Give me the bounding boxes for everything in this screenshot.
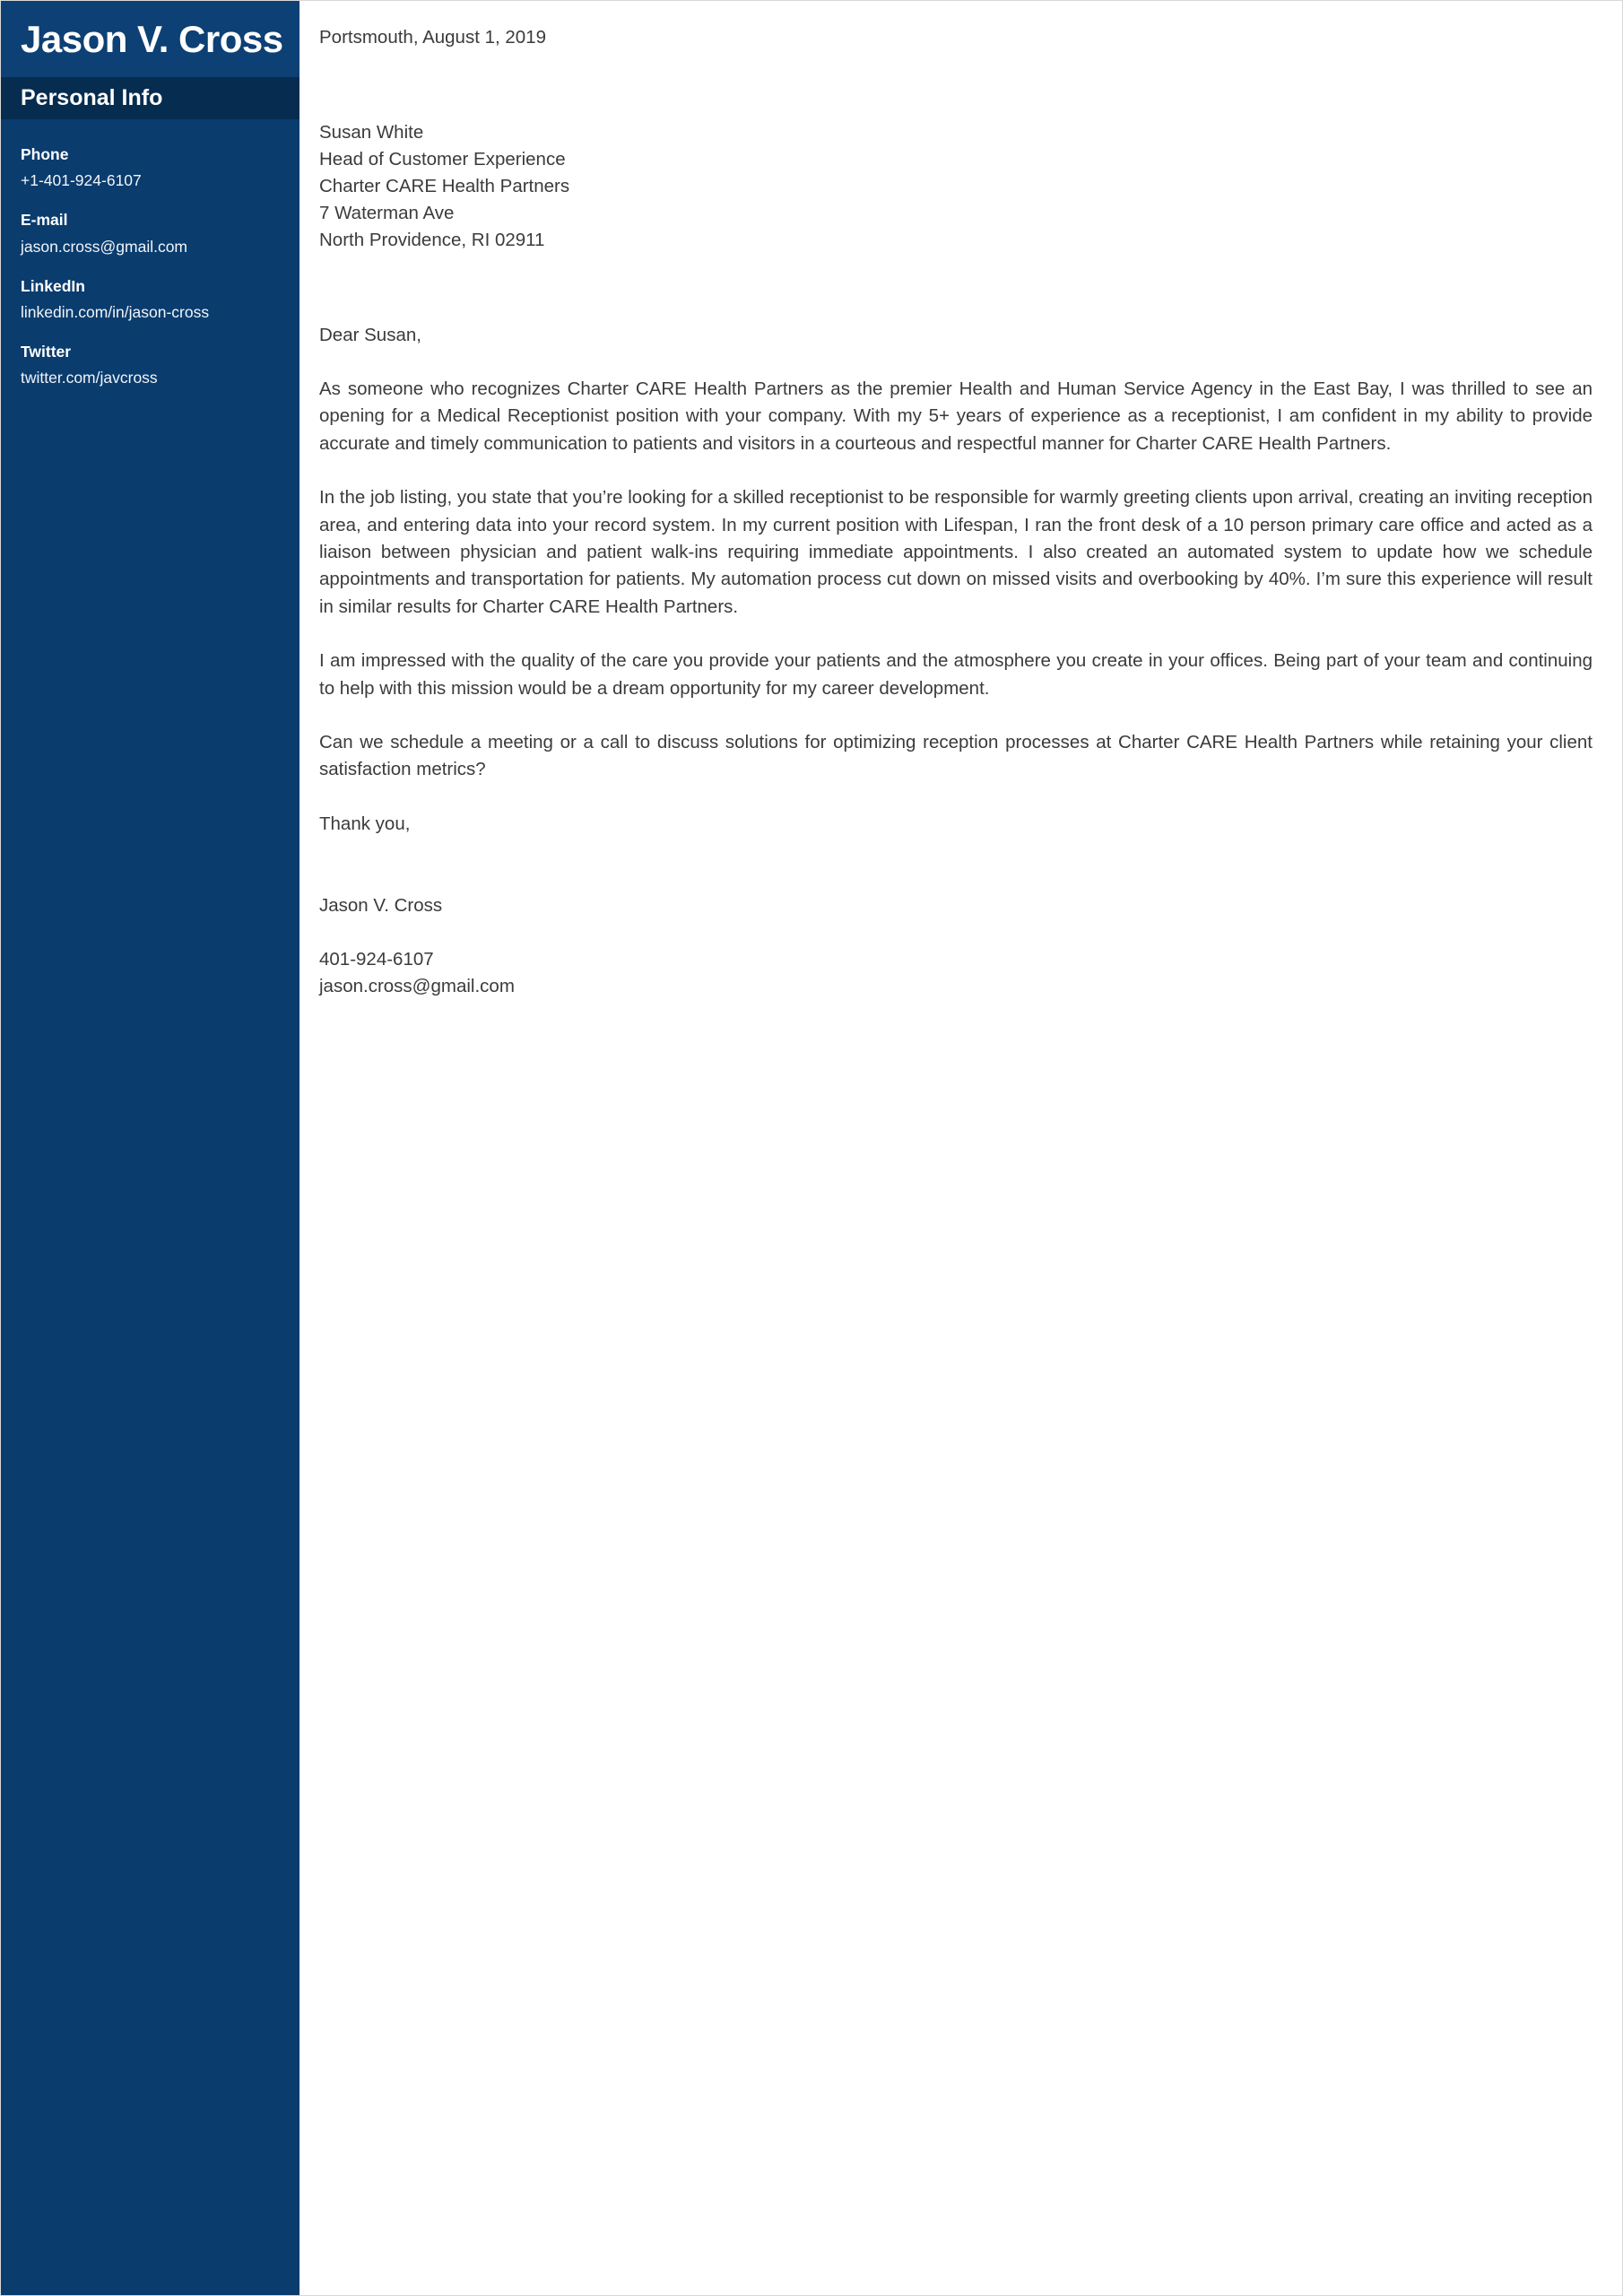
body-paragraph-4: Can we schedule a meeting or a call to discuss solutions for optimizing reception processes at Charter CARE Health Partners while retaining your client satisfaction metrics? <box>319 732 1593 780</box>
contact-list <box>1 119 299 390</box>
contact-label-twitter: Twitter <box>21 343 72 361</box>
recipient-name: Susan White <box>319 122 424 143</box>
contact-item-email <box>21 208 280 257</box>
signature-name: Jason V. Cross <box>319 894 443 916</box>
body-paragraph-1: As someone who recognizes Charter CARE Health Partners as the premier Health and Human Service Agency in the East Bay, I was thrilled to see an opening for a Medical Receptionist position with your company. With my 5+ years of experience as a receptionist, I am confident in my ability to provide accurate and timely communication to patients and visitors in a courteous and respectful manner for Charter CARE Health Partners. <box>319 378 1593 454</box>
letter-date: Portsmouth, August 1, 2019 <box>319 27 546 48</box>
contact-label-linkedin: LinkedIn <box>21 276 85 295</box>
letter-body <box>299 1 1623 2295</box>
sidebar <box>1 1 299 2295</box>
body-paragraph-3: I am impressed with the quality of the care you provide your patients and the atmosphere you create in your offices. Being part of your team and continuing to help with this mission would be a dream opportunity for my career development. <box>319 650 1593 699</box>
contact-label-email: E-mail <box>21 211 68 230</box>
recipient-title: Head of Customer Experience <box>319 149 566 170</box>
contact-value-phone[interactable]: +1-401-924-6107 <box>21 171 142 190</box>
applicant-name: Jason V. Cross <box>21 17 283 60</box>
recipient-address-block <box>319 119 1593 254</box>
contact-item-twitter <box>21 340 280 389</box>
body-paragraph-2: In the job listing, you state that you’re looking for a skilled receptionist to be responsible for warmly greeting clients upon arrival, creating an inviting reception area, and entering data into your record system. In my current position with Lifespan, I ran the front desk of a 10 person primary care office and acted as a liaison between physician and patient walk-ins requiring immediate appointments. I also created an automated system to update how we schedule appointments and transportation for patients. My automation process cut down on missed visits and overbooking by 40%. I’m sure this experience will result in similar results for Charter CARE Health Partners. <box>319 487 1593 617</box>
sidebar-name-band <box>1 1 299 77</box>
signature-phone: 401-924-6107 <box>319 948 434 970</box>
personal-info-heading: Personal Info <box>21 85 163 110</box>
contact-item-linkedin <box>21 274 280 324</box>
contact-value-linkedin[interactable]: linkedin.com/in/jason-cross <box>21 302 210 321</box>
recipient-street: 7 Waterman Ave <box>319 203 455 223</box>
contact-value-email[interactable]: jason.cross@gmail.com <box>21 237 188 256</box>
signature-email: jason.cross@gmail.com <box>319 975 515 996</box>
contact-item-phone <box>21 143 280 192</box>
contact-label-phone: Phone <box>21 145 69 163</box>
recipient-company: Charter CARE Health Partners <box>319 176 570 196</box>
recipient-city-state-zip: North Providence, RI 02911 <box>319 230 545 250</box>
contact-value-twitter[interactable]: twitter.com/javcross <box>21 369 158 387</box>
sidebar-section-band <box>1 77 299 119</box>
salutation: Dear Susan, <box>319 325 421 345</box>
closing-line: Thank you, <box>319 813 411 834</box>
